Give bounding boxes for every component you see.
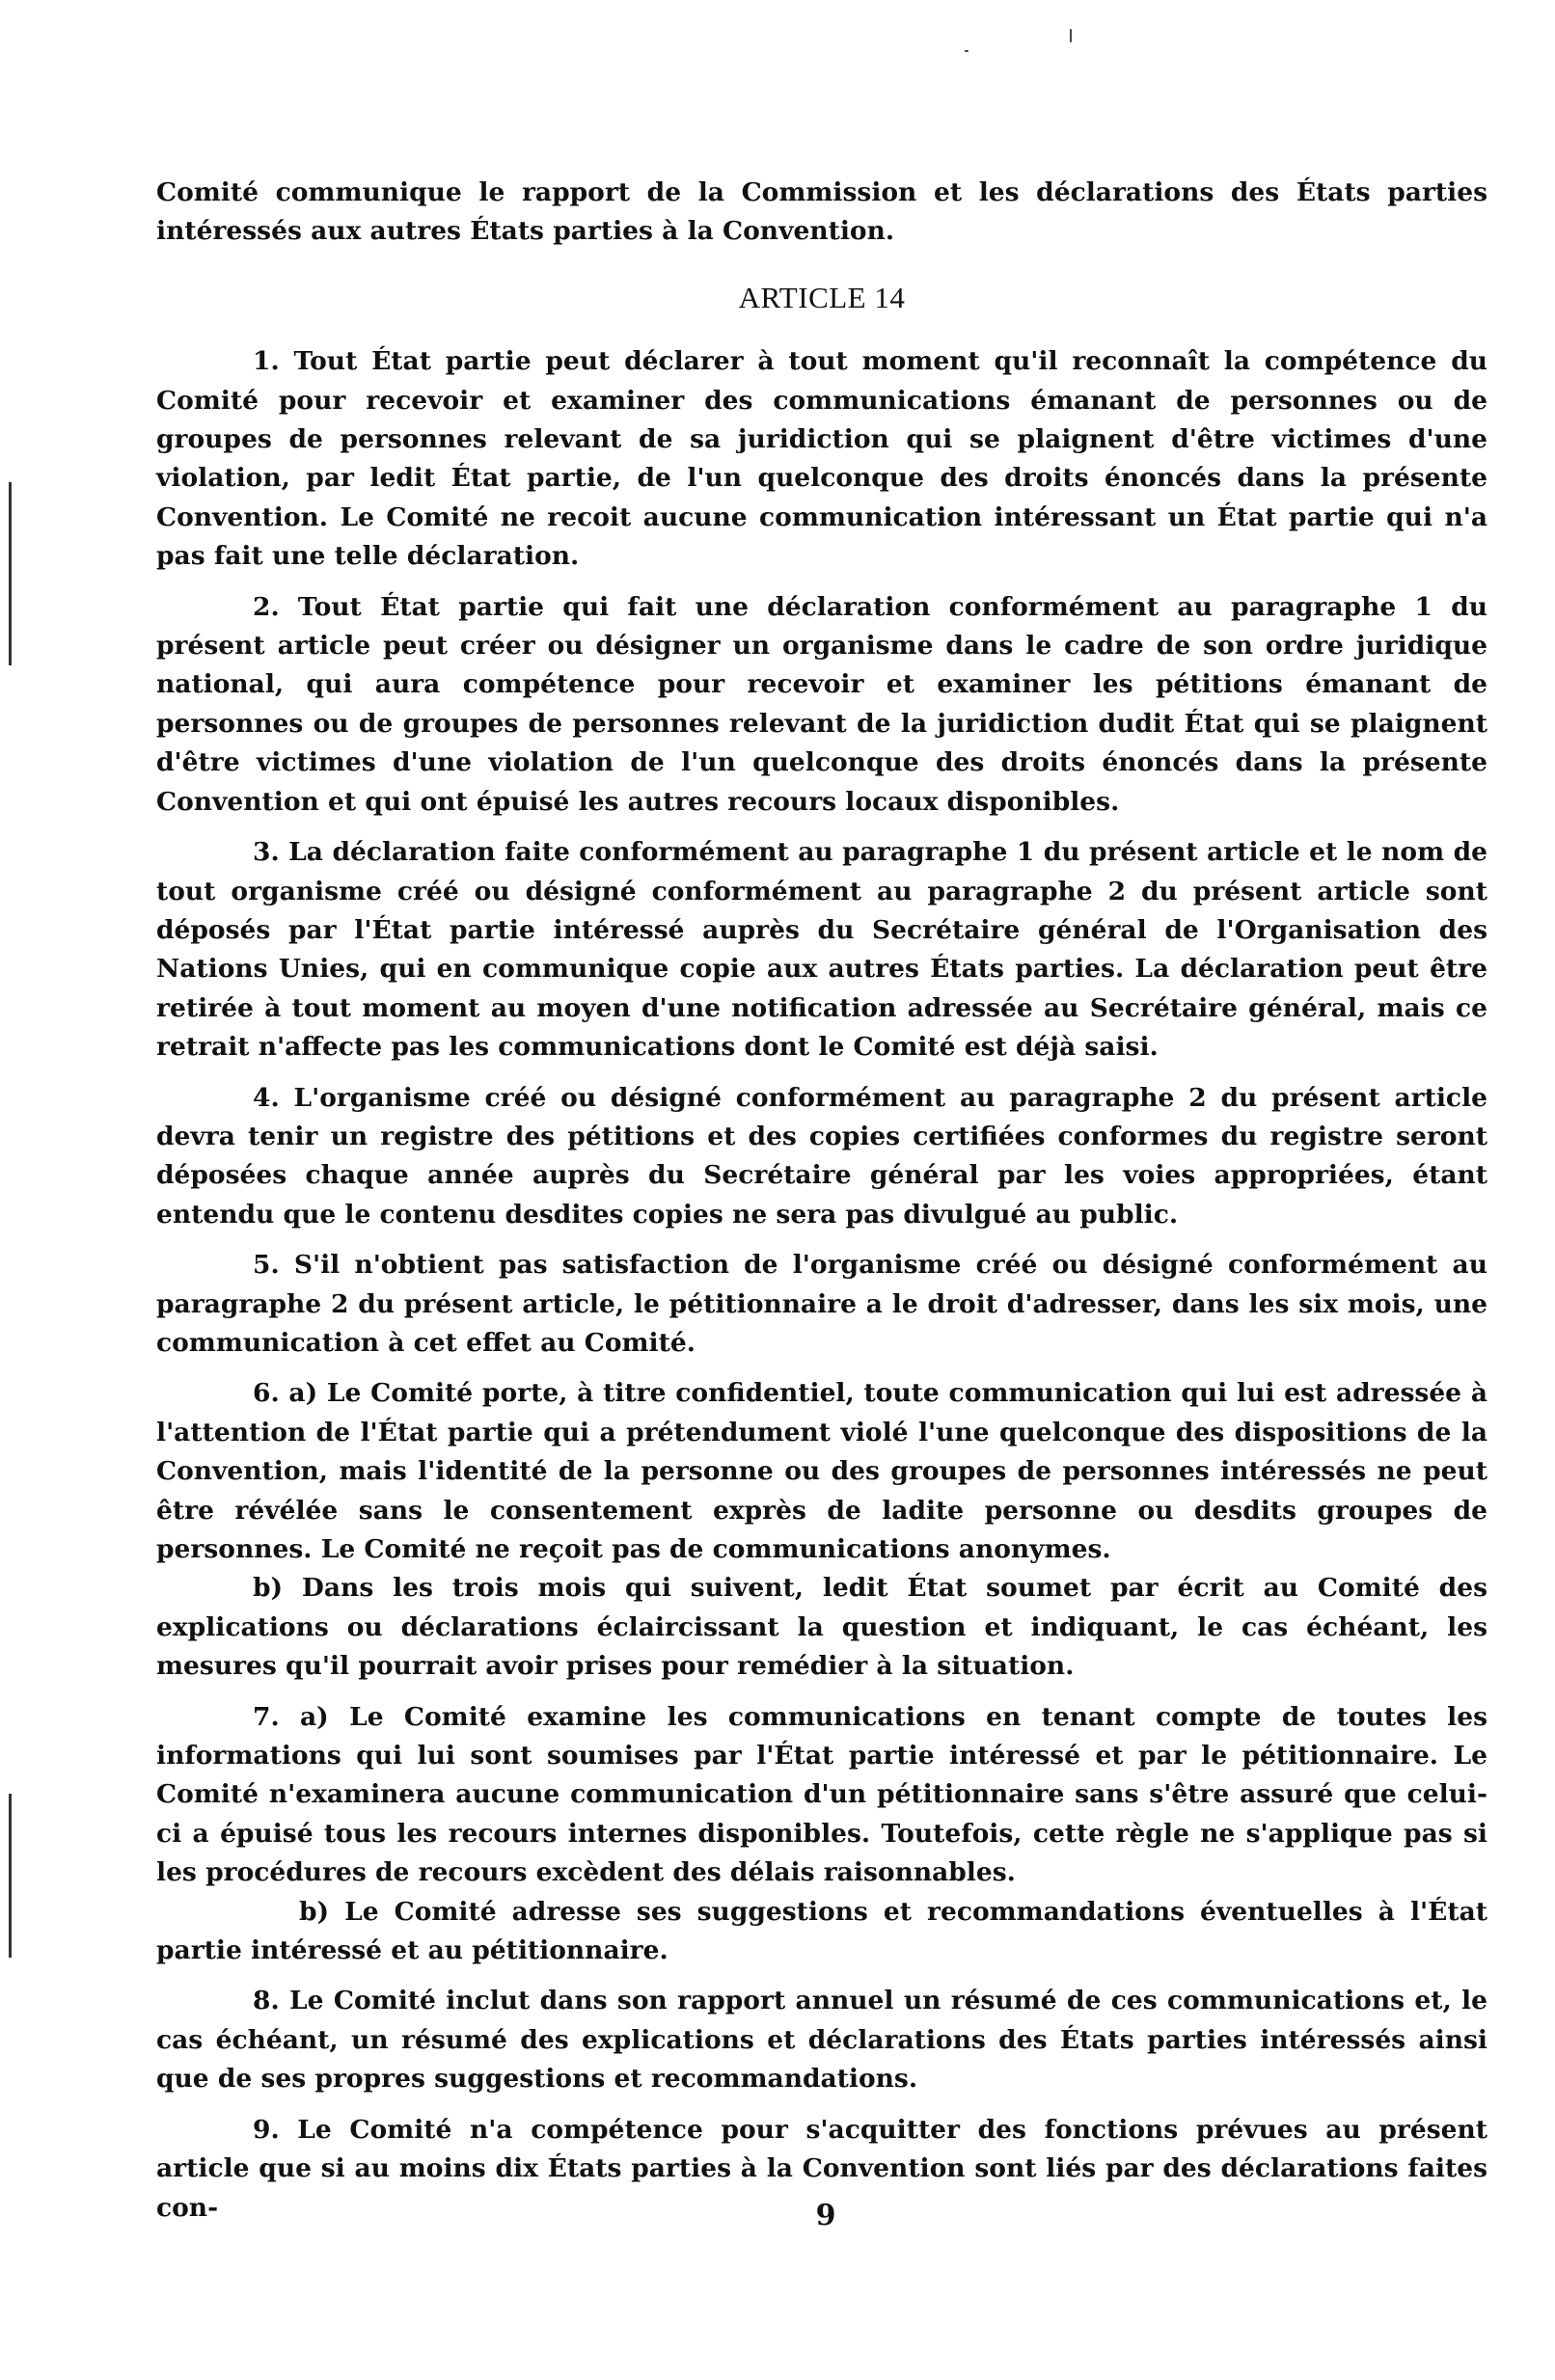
scan-speck	[1070, 29, 1072, 42]
paragraph-6b: b) Dans les trois mois qui suivent, ledit État soumet par écrit au Comité des explications ou déclarations éclaircissant la question et indiquant, le cas échéant, les mesures qu'il pourrait avoir prises pour remédier à la situation.	[156, 1573, 1487, 1682]
binding-edge-mark	[9, 482, 12, 665]
paragraph-6a: 6. a) Le Comité porte, à titre confidentiel, toute communication qui lui est adressée à l'attention de l'État partie qui a prétendument violé l'une quelconque des dispositions de la Convention, mais l'identité de la personne ou des groupes de personnes intéressés ne peut être révélée sans le consentement exprès de ladite personne ou desdits groupes de personnes. Le Comité ne reçoit pas de communications anonymes.	[156, 1378, 1487, 1564]
paragraph-8: 8. Le Comité inclut dans son rapport annuel un résumé de ces communications et, le cas échéant, un résumé des explications et déclarations des États parties intéressés ainsi que de ses propres suggestions et recommandations.	[156, 1986, 1487, 2095]
lead-text: Comité communique le rapport de la Commission et les déclarations des États parties intéressés aux autres États parties à la Convention.	[156, 177, 1487, 247]
paragraph-7a: 7. a) Le Comité examine les communications en tenant compte de toutes les informations qui lui sont soumises par l'État partie intéressé et par le pétitionnaire. Le Comité n'examinera aucune communication d'un pétitionnaire sans s'être assuré que celui-ci a épuisé tous les recours internes disponibles. Toutefois, cette règle ne s'applique pas si les procédures de recours excèdent des délais raisonnables.	[156, 1701, 1487, 1888]
page-number: 9	[815, 2199, 836, 2232]
paragraph-7b: b) Le Comité adresse ses suggestions et recommandations éventuelles à l'État partie intéressé et au pétitionnaire.	[156, 1896, 1487, 1966]
paragraph-4: 4. L'organisme créé ou désigné conformément au paragraphe 2 du présent article devra tenir un registre des pétitions et des copies certifiées conformes du registre seront déposées chaque année auprès du Secrétaire général par les voies appropriées, étant entendu que le contenu desdites copies ne sera pas divulgué au public.	[156, 1082, 1487, 1230]
paragraph-2: 2. Tout État partie qui fait une déclaration conformément au paragraphe 1 du présent article peut créer ou désigner un organisme dans le cadre de son ordre juridique national, qui aura compétence pour recevoir et examiner les pétitions émanant de personnes ou de groupes de personnes relevant de la juridiction dudit État qui se plaignent d'être victimes d'une violation de l'un quelconque des droits énoncés dans la présente Convention et qui ont épuisé les autres recours locaux disponibles.	[156, 591, 1487, 817]
article-heading: ARTICLE 14	[738, 280, 906, 314]
document-body	[156, 174, 1487, 2239]
paragraph-1: 1. Tout État partie peut déclarer à tout moment qu'il reconnaît la compétence du Comité pour recevoir et examiner des communications émanant de personnes ou de groupes de personnes relevant de sa juridiction qui se plaignent d'être victimes d'une violation, par ledit État partie, de l'un quelconque des droits énoncés dans la présente Convention. Le Comité ne recoit aucune communication intéressant un État partie qui n'a pas fait une telle déclaration.	[156, 346, 1487, 572]
paragraph-3: 3. La déclaration faite conformément au paragraphe 1 du présent article et le nom de tout organisme créé ou désigné conformément au paragraphe 2 du présent article sont déposés par l'État partie intéressé auprès du Secrétaire général de l'Organisation des Nations Unies, qui en communique copie aux autres États parties. La déclaration peut être retirée à tout moment au moyen d'une notification adressée au Secrétaire général, mais ce retrait n'affecte pas les communications dont le Comité est déjà saisi.	[156, 837, 1487, 1063]
binding-edge-mark	[9, 1794, 12, 1958]
paragraph-5: 5. S'il n'obtient pas satisfaction de l'organisme créé ou désigné conformément au paragraphe 2 du présent article, le pétitionnaire a le droit d'adresser, dans les six mois, une communication à cet effet au Comité.	[156, 1250, 1487, 1358]
paragraph-9: 9. Le Comité n'a compétence pour s'acquitter des fonctions prévues au présent article que si au moins dix États parties à la Convention sont liés par des déclarations faites con-	[156, 2114, 1487, 2223]
scan-speck	[965, 50, 968, 52]
